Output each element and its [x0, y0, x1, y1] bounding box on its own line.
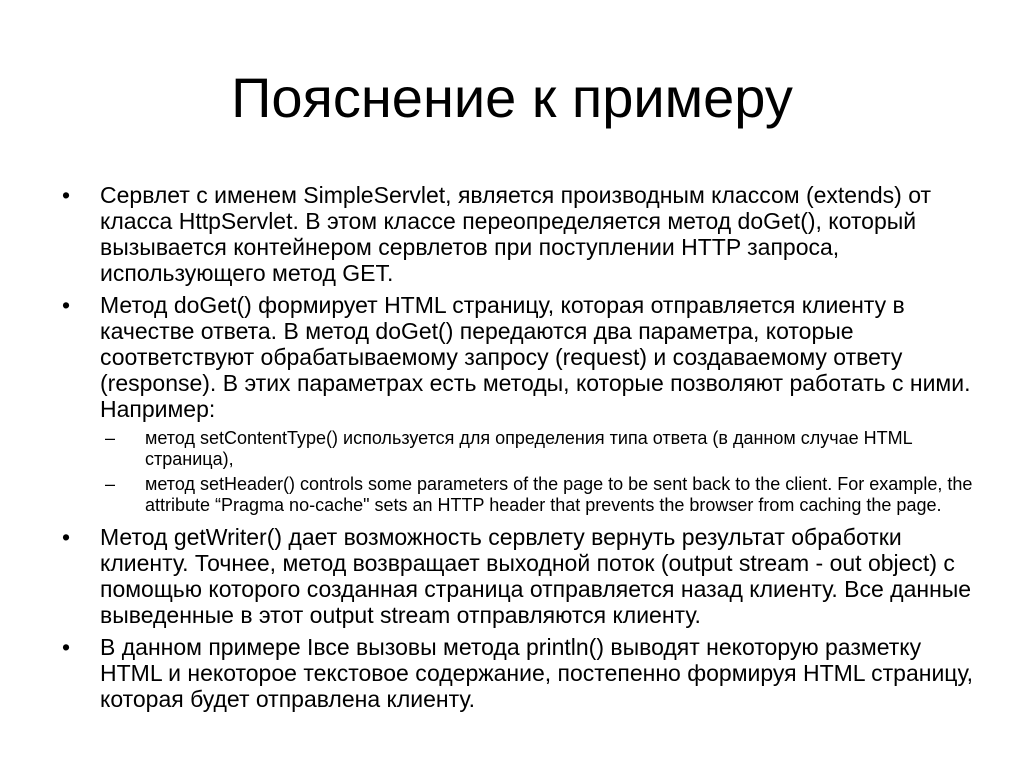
bullet-item-4	[60, 634, 980, 712]
slide-content	[60, 182, 980, 718]
bullet-item-3	[60, 524, 980, 628]
bullet-marker: •	[62, 182, 71, 208]
bullet-marker: •	[62, 634, 71, 660]
bullet-item-1	[60, 182, 980, 286]
dash-marker: –	[105, 428, 116, 448]
bullet-marker: •	[62, 524, 71, 550]
bullet-text: Метод getWriter() дает возможность сервлету вернуть результат обработки клиенту. Точнее, метод возвращает выходной поток (output stream - out object) с помощью которого созданная страница отправляется назад клиенту. Все данные выведенные в этот output stream отправляются клиенту.	[100, 524, 972, 628]
sub-item-2	[105, 474, 980, 516]
slide-title: Пояснение к примеру	[231, 66, 793, 129]
bullet-text: Метод doGet() формирует HTML страницу, которая отправляется клиенту в качестве ответа. В метод doGet() передаются два параметра, которые соответствуют обрабатываемому запросу (request) и создаваемому ответу (response). В этих параметрах есть методы, которые позволяют работать с ними. Например:	[100, 292, 971, 422]
sub-item-text: метод setHeader() controls some parameters of the page to be sent back to the client. For example, the attribute “Pragma no-cache" sets an HTTP header that prevents the browser from caching the page.	[145, 474, 973, 515]
bullet-marker: •	[62, 292, 71, 318]
bullet-text: В данном примере Iвсе вызовы метода println() выводят некоторую разметку HTML и некоторое текстовое содержание, постепенно формируя HTML страницу, которая будет отправлена клиенту.	[100, 634, 974, 712]
bullet-text: Сервлет с именем SimpleServlet, является производным классом (extends) от класса HttpServlet. В этом классе переопределяется метод doGet(), который вызывается контейнером сервлетов при поступлении HTTP запроса, использующего метод GET.	[100, 182, 932, 286]
sub-item-text: метод setContentType() используется для определения типа ответа (в данном случае HTML страница),	[145, 428, 912, 469]
sub-item-1	[105, 428, 980, 470]
dash-marker: –	[105, 474, 116, 494]
bullet-item-2	[60, 292, 980, 422]
